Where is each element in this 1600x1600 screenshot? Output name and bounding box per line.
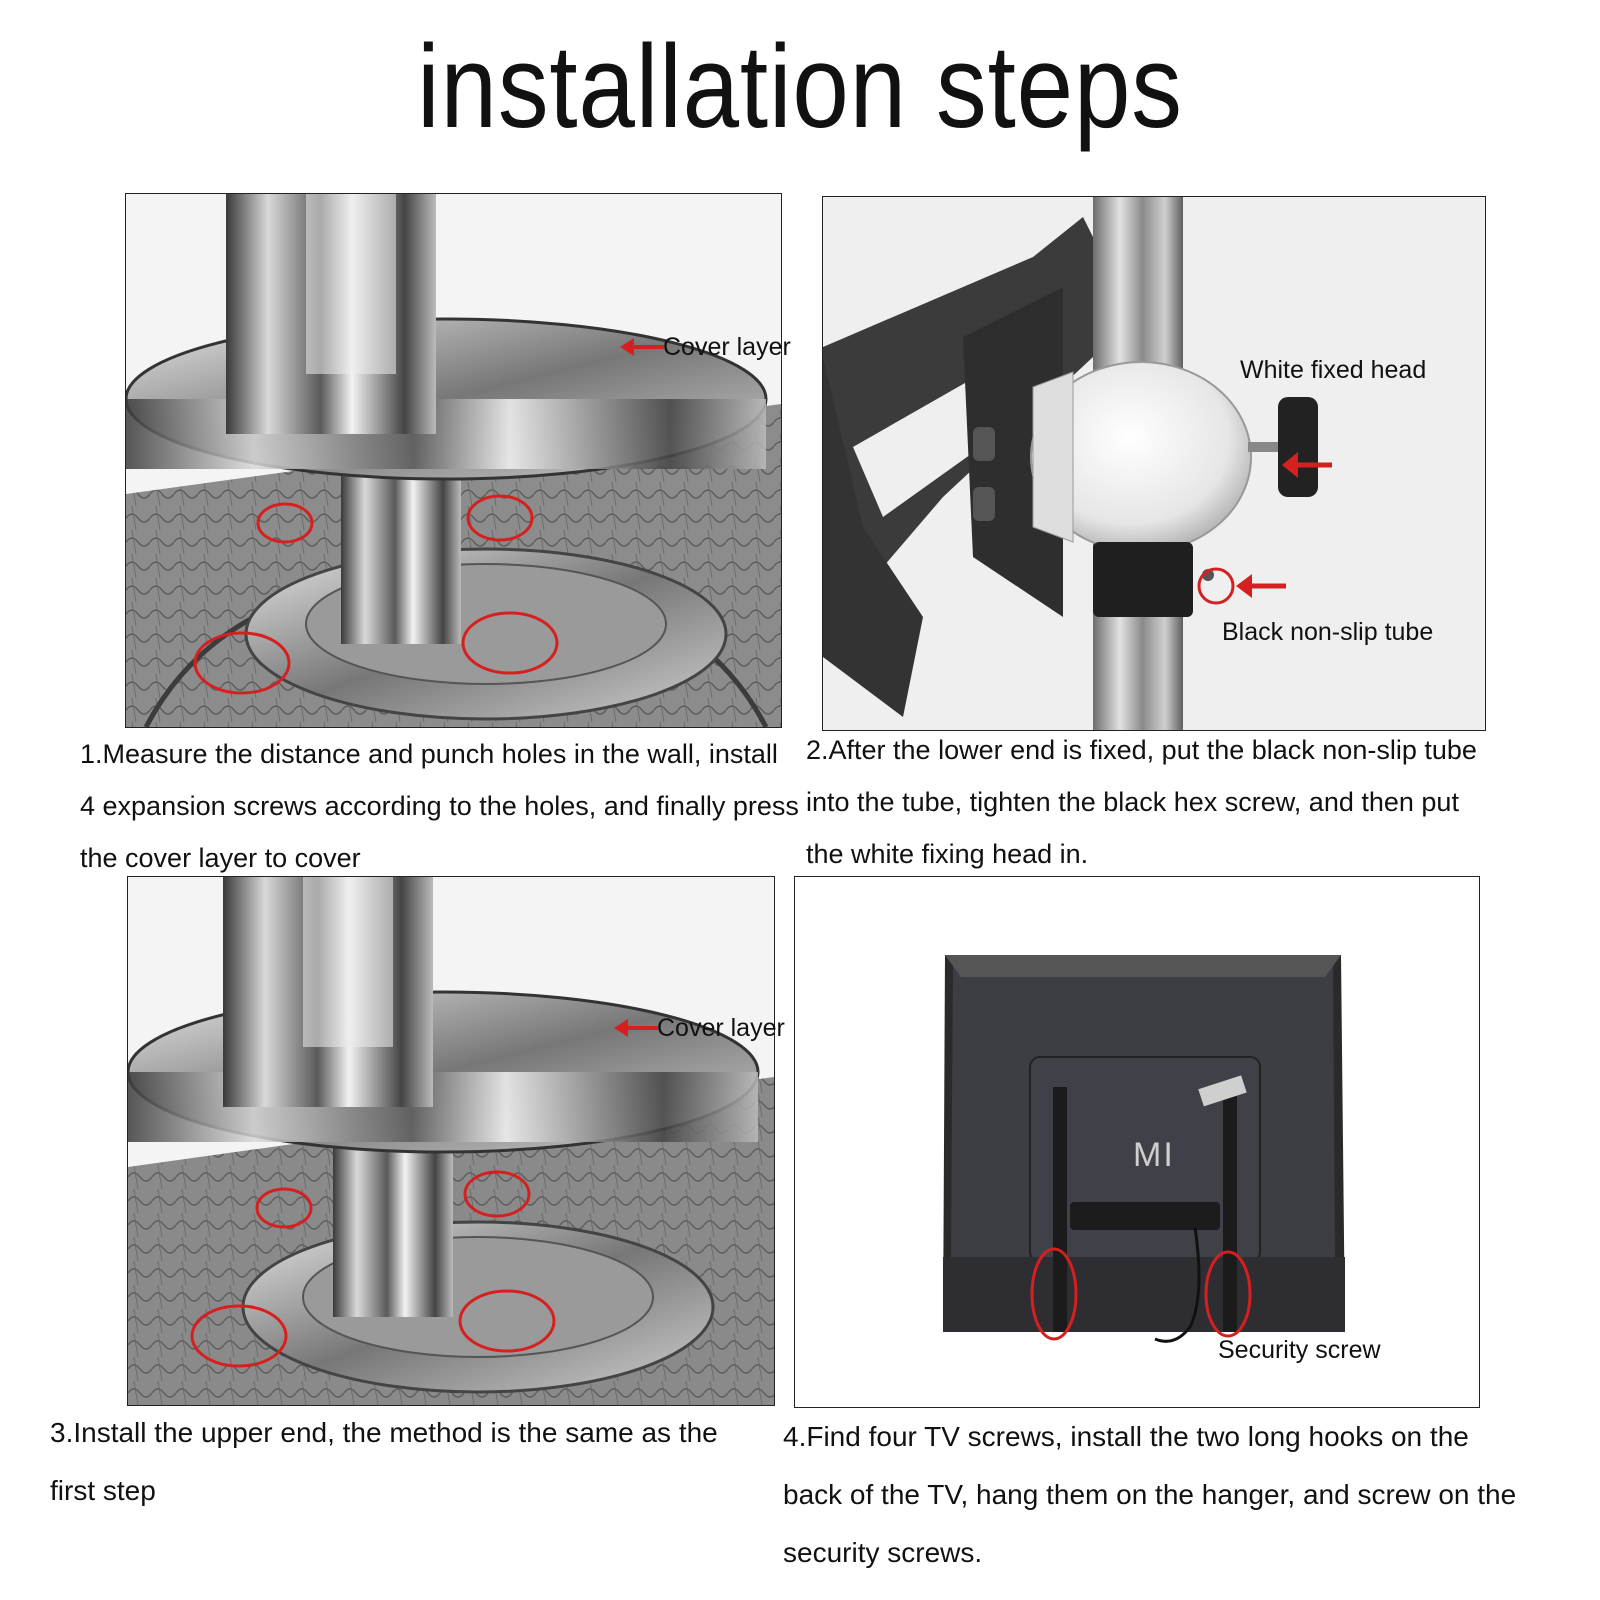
step-4-line-2: back of the TV, hang them on the hanger, and screw on the xyxy=(783,1479,1517,1510)
white-fixed-head-arrow xyxy=(1282,450,1332,480)
step-4-line-1: 4.Find four TV screws, install the two long hooks on the xyxy=(783,1421,1469,1452)
step-2-caption xyxy=(806,724,1477,880)
step-2-photo xyxy=(822,196,1486,731)
screw-markers-1 xyxy=(125,193,780,726)
step-2-line-1: 2.After the lower end is fixed, put the black non-slip tube xyxy=(806,735,1477,765)
white-fixed-head-label: White fixed head xyxy=(1240,356,1427,384)
step-1-line-2: 4 expansion screws according to the holes, and finally press xyxy=(80,791,799,821)
step-1-line-3: the cover layer to cover xyxy=(80,843,361,873)
tv-logo: MI xyxy=(1133,1136,1175,1174)
page-title: installation steps xyxy=(417,21,1183,153)
step-2-line-2: into the tube, tighten the black hex screw, and then put xyxy=(806,787,1459,817)
non-slip-tube-marker xyxy=(1196,566,1286,606)
step-3-line-2: first step xyxy=(50,1475,156,1506)
step-3-line-1: 3.Install the upper end, the method is the same as the xyxy=(50,1417,718,1448)
step-2-line-3: the white fixing head in. xyxy=(806,839,1089,869)
step-1-caption xyxy=(80,728,799,884)
screw-markers-3 xyxy=(127,876,773,1404)
tv-screw-markers xyxy=(794,876,1478,1406)
step-1-line-1: 1.Measure the distance and punch holes in the wall, install xyxy=(80,739,778,769)
step-3-caption xyxy=(50,1404,718,1520)
security-screw-label: Security screw xyxy=(1218,1336,1381,1364)
cover-layer-label-1: Cover layer xyxy=(663,333,791,361)
step-4-caption xyxy=(783,1408,1516,1582)
cover-layer-label-3: Cover layer xyxy=(657,1014,785,1042)
step-4-line-3: security screws. xyxy=(783,1537,983,1568)
black-non-slip-tube-label: Black non-slip tube xyxy=(1222,618,1434,646)
